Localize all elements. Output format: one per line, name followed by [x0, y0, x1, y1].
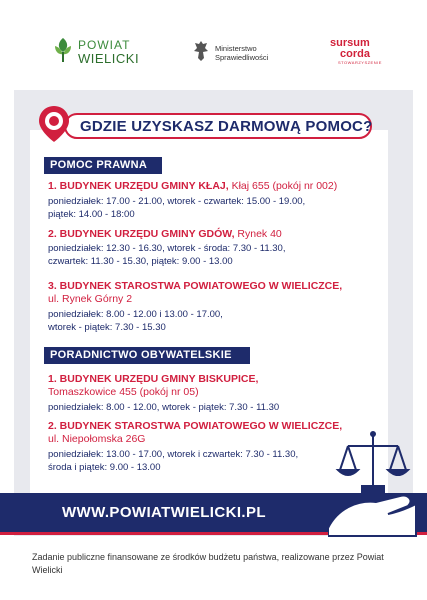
entry-hours [48, 402, 279, 415]
page-title: GDZIE UZYSKASZ DARMOWĄ POMOC? [80, 118, 373, 135]
hours-line: wtorek - piątek: 7.30 - 15.30 [48, 321, 166, 333]
entry-hours [48, 243, 285, 268]
sursum-logo-line1: sursum [330, 37, 370, 49]
ministry-line2: Sprawiedliwości [215, 53, 269, 62]
entry-title: 3. BUDYNEK STAROSTWA POWIATOWEGO W WIELICZCE, [48, 280, 343, 292]
entry-title: 2. BUDYNEK STAROSTWA POWIATOWEGO W WIELICZCE, [48, 420, 343, 432]
entry-hours [48, 196, 305, 221]
header [0, 0, 427, 88]
scales-of-justice-icon [328, 428, 418, 538]
sursum-logo-tagline: STOWARZYSZENIE [338, 60, 382, 65]
funding-note: Zadanie publiczne finansowane ze środków budżetu państwa, realizowane przez Powiat Wielicki [32, 552, 384, 575]
hours-line: czwartek: 11.30 - 15.30, piątek: 9.00 - 13.00 [48, 255, 233, 267]
entry-title [48, 180, 337, 192]
hours-line: poniedziałek: 13.00 - 17.00, wtorek i czwartek: 7.30 - 11.30, [48, 449, 299, 460]
sursum-logo-line2: corda [340, 48, 370, 60]
entry-address: ul. Rynek Górny 2 [48, 293, 133, 305]
location-pin-icon [36, 104, 72, 144]
hours-line: poniedziałek: 8.00 - 12.00 i 13.00 - 17.00, [48, 309, 223, 320]
entry-address: ul. Niepołomska 26G [48, 433, 146, 445]
hours-line: środa i piątek: 9.00 - 13.00 [48, 461, 161, 473]
section-heading-civic-advice: PORADNICTWO OBYWATELSKIE [44, 347, 250, 364]
entry-title-suffix: Kłaj 655 (pokój nr 002) [228, 180, 338, 192]
entry-address: Tomaszkowice 455 (pokój nr 05) [48, 386, 199, 398]
sursum-corda-logo [326, 37, 406, 71]
hours-line: poniedziałek: 8.00 - 12.00, wtorek - piątek: 7.30 - 11.30 [48, 402, 280, 413]
entry-hours [48, 309, 223, 334]
powiat-logo-line1: POWIAT [78, 38, 131, 52]
hours-line: piątek: 14.00 - 18:00 [48, 208, 135, 220]
entry-title [48, 228, 282, 240]
entry-title: 1. BUDYNEK URZĘDU GMINY BISKUPICE, [48, 373, 259, 385]
entry-title-main: 1. BUDYNEK URZĘDU GMINY KŁAJ, [48, 180, 229, 192]
section-heading-legal-aid: POMOC PRAWNA [44, 157, 162, 174]
powiat-leaf-icon [52, 36, 74, 64]
ministry-logo [193, 40, 283, 68]
hours-line: poniedziałek: 17.00 - 21.00, wtorek - czwartek: 15.00 - 19.00, [48, 196, 306, 207]
ministry-line1: Ministerstwo [215, 44, 257, 53]
entry-title-suffix: Rynek 40 [234, 228, 282, 240]
eagle-icon [193, 40, 209, 62]
powiat-logo-line2: WIELICKI [78, 51, 140, 66]
hours-line: poniedziałek: 12.30 - 16.30, wtorek - środa: 7.30 - 11.30, [48, 243, 286, 254]
website-link[interactable]: WWW.POWIATWIELICKI.PL [62, 504, 266, 521]
powiat-logo [52, 36, 152, 68]
entry-title-main: 2. BUDYNEK URZĘDU GMINY GDÓW, [48, 228, 235, 240]
entry-hours [48, 449, 298, 474]
